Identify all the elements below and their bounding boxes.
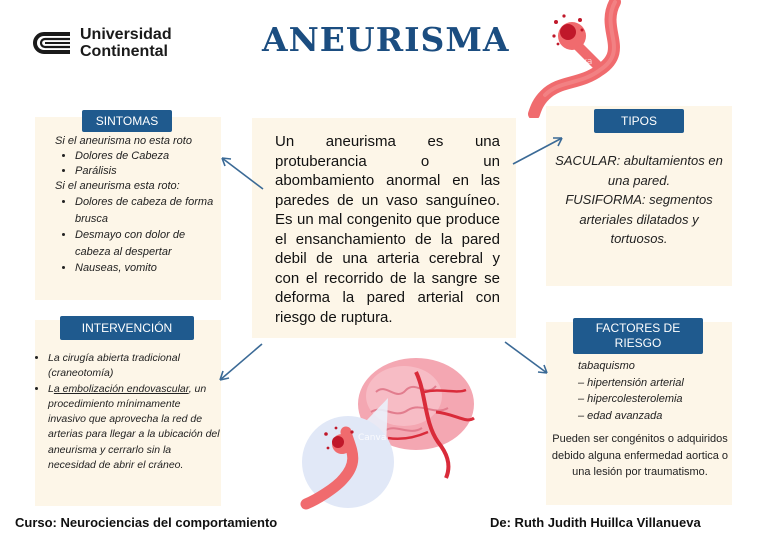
course-label: Curso: Neurociencias del comportamiento	[15, 515, 278, 530]
sintomas-list-ruptured	[55, 194, 220, 277]
logo-text	[80, 26, 172, 60]
sintomas-intro-not-ruptured: Si el aneurisma no esta roto	[55, 135, 192, 147]
factor-item: – edad avanzada	[578, 409, 663, 422]
logo-line1: Universidad	[80, 26, 172, 43]
factor-item: – hipercolesterolemia	[578, 393, 683, 405]
sintomas-intro-ruptured: Si el aneurisma esta roto:	[55, 180, 180, 192]
list-item: • Dolores de Cabeza	[75, 149, 220, 164]
tipos-content	[551, 151, 727, 249]
tipos-fusiforme: FUSIFORMA: segmentos arteriales dilatados y tortuosos.	[565, 192, 713, 246]
watermark-top: Canva	[564, 57, 593, 67]
sintomas-tag: SINTOMAS	[82, 110, 172, 132]
list-item: • La cirugía abierta tradicional (craneotomía)	[48, 351, 220, 382]
embolization-rest: , un procedimiento mínimamente invasivo que aprovecha la red de arterias para llegar a la ubicación del aneurisma y cerrarlo sin la necesidad de abrir el cráneo.	[48, 382, 220, 472]
watermark-bottom: Canva	[358, 433, 387, 443]
embolization-lead: L	[48, 382, 54, 395]
factores-tag: FACTORES DE RIESGO	[573, 318, 703, 354]
factor-item: tabaquismo	[578, 360, 635, 372]
brain-illustration	[296, 352, 540, 512]
sintomas-content	[55, 134, 220, 277]
arrow-to-intervencion	[220, 344, 262, 380]
list-item: • Desmayo con dolor de cabeza al despertar	[75, 227, 220, 260]
embolization-link[interactable]: a embolización endovascular	[53, 382, 189, 395]
factor-item: – hipertensión arterial	[578, 376, 684, 389]
author-label: De: Ruth Judith Huillca Villanueva	[490, 515, 701, 530]
university-logo	[30, 26, 200, 64]
sintomas-list-not-ruptured	[55, 149, 220, 179]
intervencion-list	[34, 351, 220, 473]
page-title: ANEURISMA	[262, 20, 510, 59]
list-item: • Nauseas, vomito	[75, 260, 220, 277]
logo-line2: Continental	[80, 43, 168, 60]
logo-mark-icon	[30, 28, 74, 58]
intervencion-tag: INTERVENCIÓN	[60, 316, 194, 340]
tipos-tag: TIPOS	[594, 109, 684, 133]
factores-list	[578, 358, 728, 424]
aneurysm-artery-illustration	[520, 0, 640, 118]
list-item: • Dolores de cabeza de forma brusca	[75, 194, 220, 227]
list-item: • Parálisis	[75, 164, 220, 179]
factores-note: Pueden ser congénitos o adquiridos debido alguna enfermedad aortica o una lesión por traumatismo.	[551, 433, 729, 478]
list-item	[48, 382, 220, 474]
definition-text: Un aneurisma es una protuberancia o un abombamiento anormal en las paredes de un vaso sanguíneo. Es un mal congenito que produce el ensanchamiento de la pared debil de una arteria cerebral y con el recorrido de la sangre se deforma la pared arterial con riesgo de ruptura.	[275, 133, 500, 326]
tipos-sacular: SACULAR: abultamientos en una pared.	[555, 153, 723, 188]
intervencion-content	[34, 351, 220, 473]
